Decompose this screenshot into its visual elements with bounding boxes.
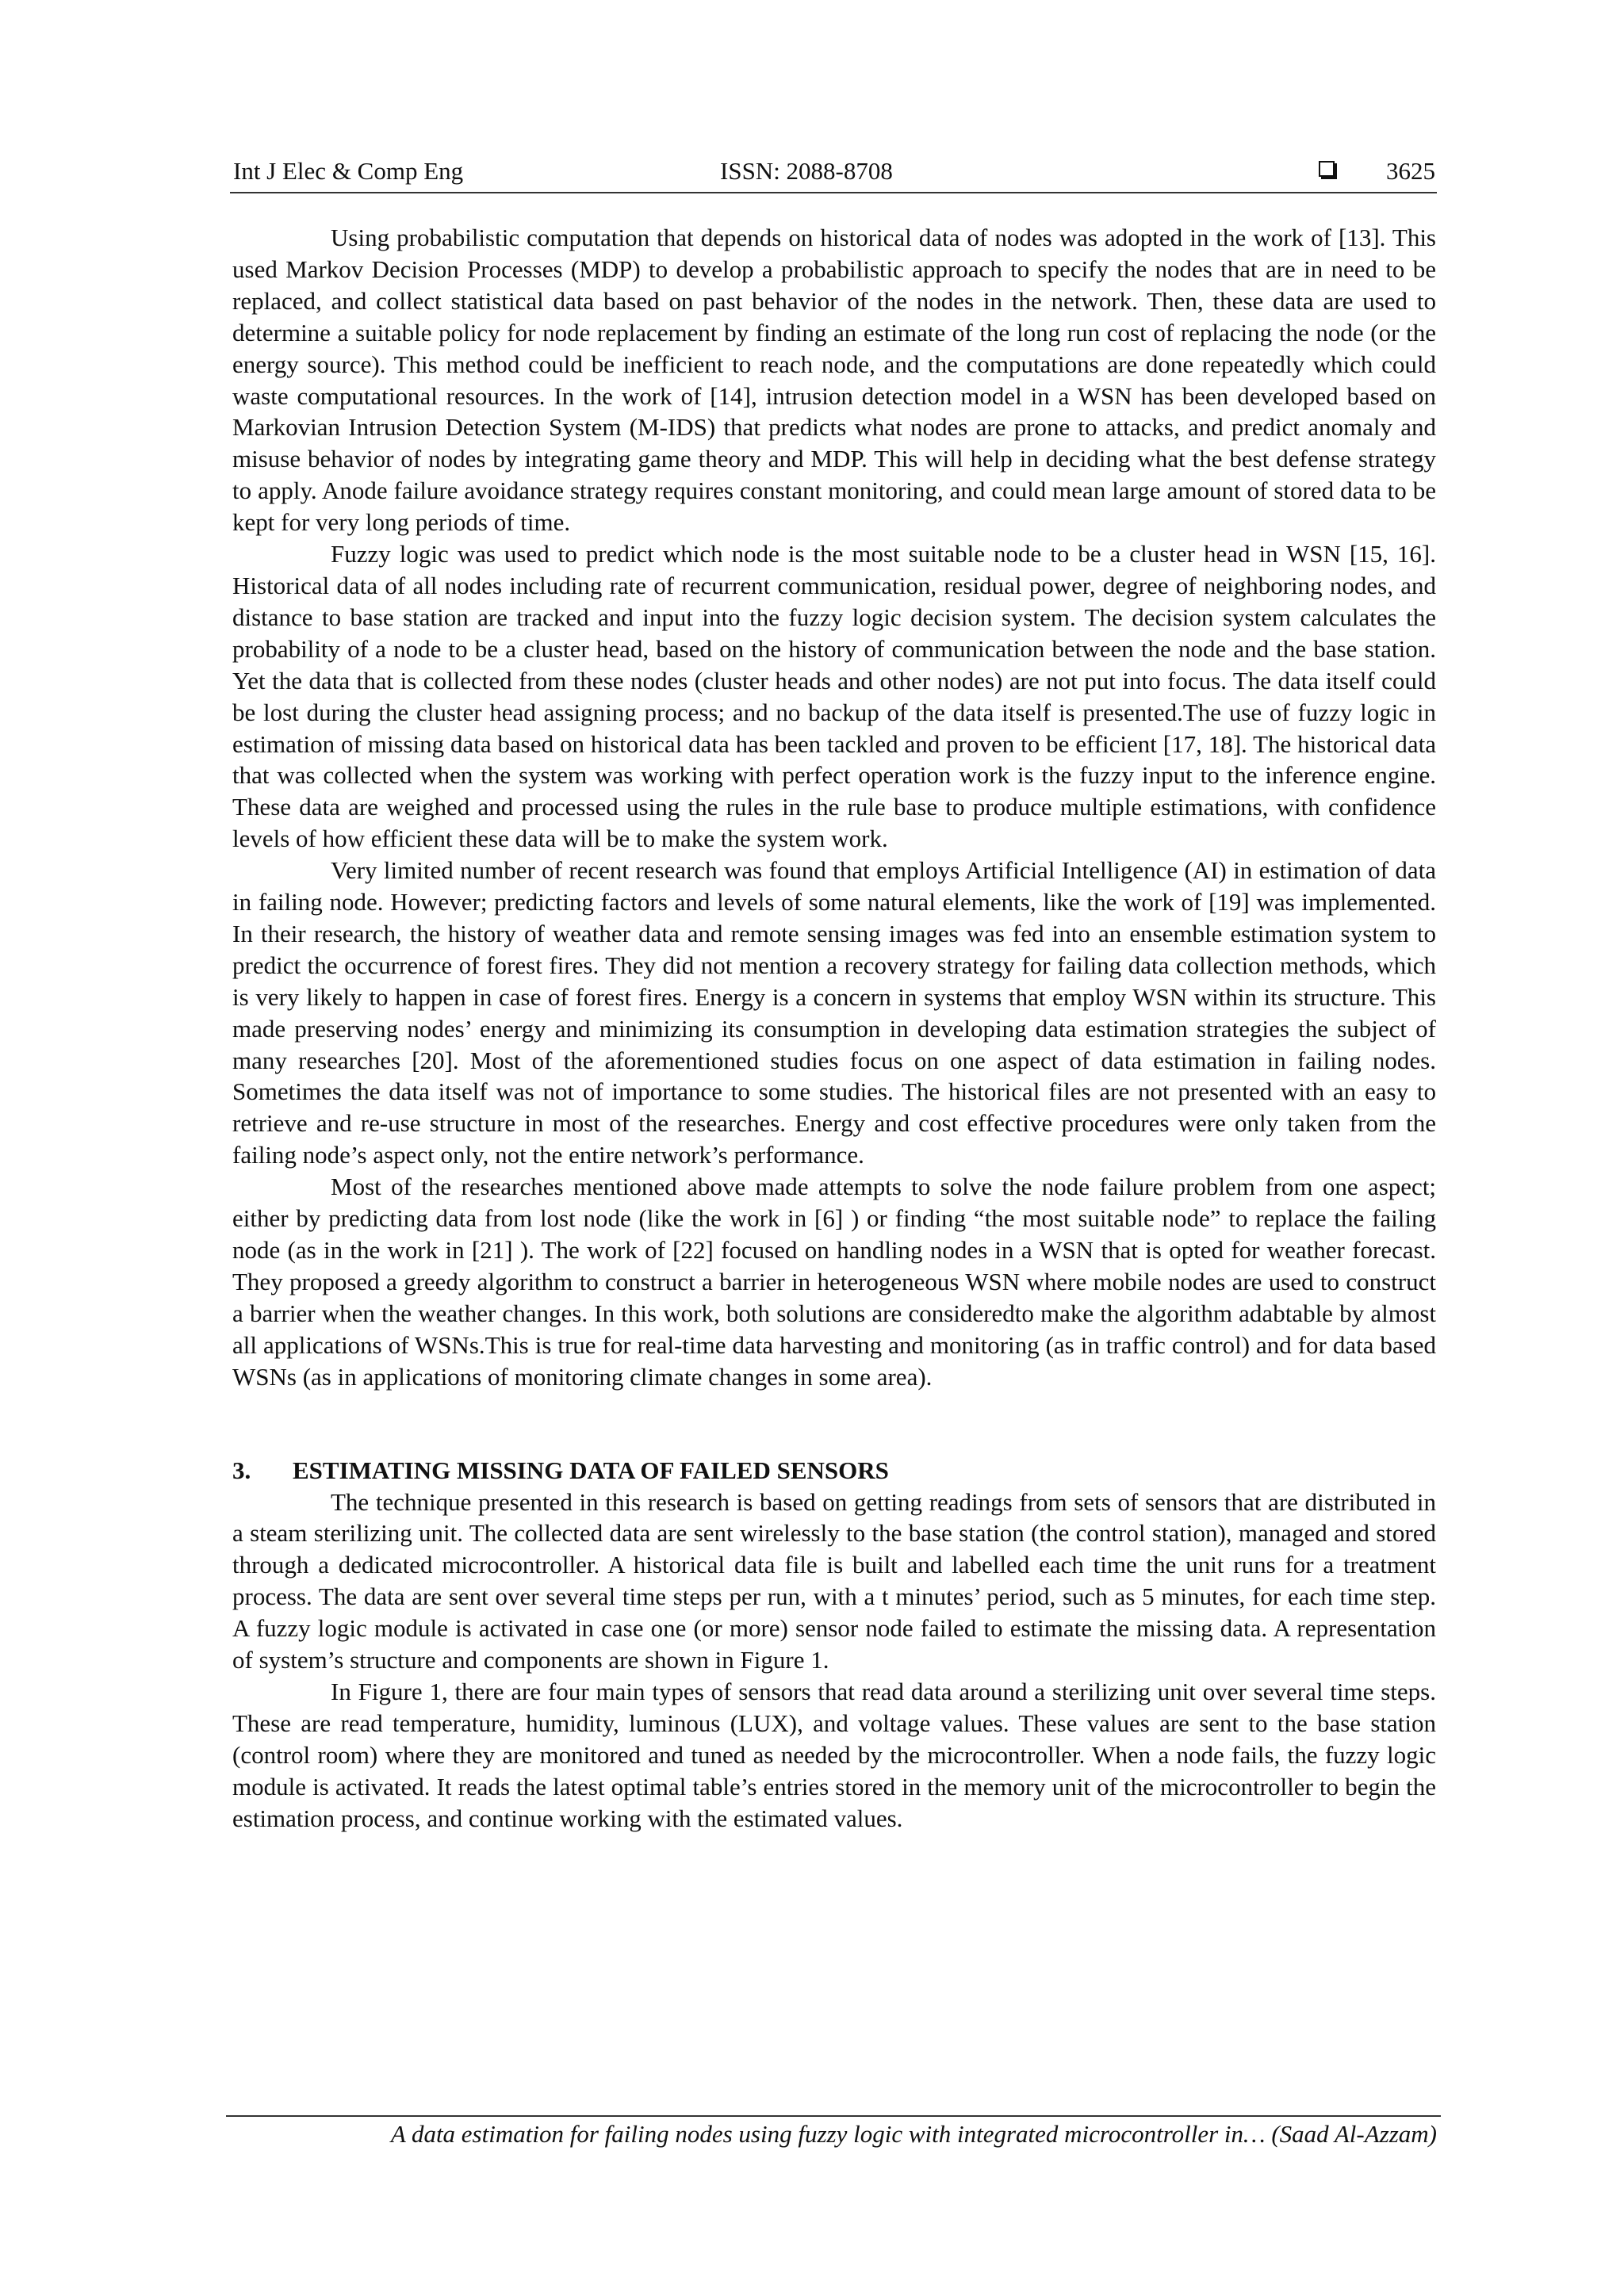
square-bullet-icon	[1319, 161, 1335, 177]
paragraph-ai-estimation: Very limited number of recent research was found that employs Artificial Intelligence (AI) in estimation of data in failing node. However; predicting factors and levels of some natural elements, like the work of [19] was implemented. In their research, the history of weather data and remote sensing images was fed into an ensemble estimation system to predict the occurrence of forest fires. They did not mention a recovery strategy for failing data collection methods, which is very likely to happen in case of forest fires. Energy is a concern in systems that employ WSN within its structure. This made preserving nodes’ energy and minimizing its consumption in developing data estimation strategies the subject of many researches [20]. Most of the aforementioned studies focus on one aspect of data estimation in failing nodes. Sometimes the data itself was not of importance to some studies. The historical files are not presented with an easy to retrieve and re-use structure in most of the researches. Energy and cost effective procedures were only taken from the failing node’s aspect only, not the entire network’s performance.	[232, 856, 1436, 1169]
paragraph-fuzzy-logic: Fuzzy logic was used to predict which node is the most suitable node to be a cluster head in WSN [15, 16]. Historical data of all nodes including rate of recurrent communication, residual power, degree of neighboring nodes, and distance to base station are tracked and input into the fuzzy logic decision system. The decision system calculates the probability of a node to be a cluster head, based on the history of communication between the node and the base station. Yet the data that is collected from these nodes (cluster heads and other nodes) are not put into focus. The data itself could be lost during the cluster head assigning process; and no backup of the data itself is presented.The use of fuzzy logic in estimation of missing data based on historical data has been tackled and proven to be efficient [17, 18]. The historical data that was collected when the system was working with perfect operation work is the fuzzy input to the inference engine. These data are weighed and processed using the rules in the rule base to produce multiple estimations, with confidence levels of how efficient these data will be to make the system work.	[232, 540, 1436, 853]
paragraph-figure-1: In Figure 1, there are four main types of sensors that read data around a sterilizing unit over several time steps. These are read temperature, humidity, luminous (LUX), and voltage values. These values are sent to the base station (control room) where they are monitored and tuned as needed by the microcontroller. When a node fails, the fuzzy logic module is activated. It reads the latest optimal table’s entries stored in the memory unit of the microcontroller to begin the estimation process, and continue working with the estimated values.	[232, 1677, 1436, 1832]
article-body	[232, 222, 1436, 1835]
section-title: ESTIMATING MISSING DATA OF FAILED SENSORS	[293, 1456, 889, 1484]
section-number: 3.	[232, 1456, 251, 1484]
page-header	[230, 154, 1437, 193]
running-footer: A data estimation for failing nodes using fuzzy logic with integrated microcontroller in… (Saad Al-Azzam)	[390, 2120, 1437, 2148]
paragraph-mdp: Using probabilistic computation that depends on historical data of nodes was adopted in the work of [13]. This used Markov Decision Processes (MDP) to develop a probabilistic approach to specify the nodes that are in need to be replaced, and collect statistical data based on past behavior of the nodes in the network. Then, these data are used to determine a suitable policy for node replacement by finding an estimate of the long run cost of replacing the node (or the energy source). This method could be inefficient to reach node, and the computations are done repeatedly which could waste computational resources. In the work of [14], intrusion detection model in a WSN has been developed based on Markovian Intrusion Detection System (M-IDS) that predicts what nodes are prone to attacks, and predict anomaly and misuse behavior of nodes by integrating game theory and MDP. This will help in deciding what the best defense strategy to apply. Anode failure avoidance strategy requires constant monitoring, and could mean large amount of stored data to be kept for very long periods of time.	[232, 224, 1436, 537]
issn-label: ISSN: 2088-8708	[720, 157, 893, 185]
paragraph-technique: The technique presented in this research is based on getting readings from sets of sensors that are distributed in a steam sterilizing unit. The collected data are sent wirelessly to the base station (the control station), managed and stored through a dedicated microcontroller. A historical data file is built and labelled each time the unit runs for a treatment process. The data are sent over several time steps per run, with a t minutes’ period, such as 5 minutes, for each time step. A fuzzy logic module is activated in case one (or more) sensor node failed to estimate the missing data. A representation of system’s structure and components are shown in Figure 1.	[232, 1487, 1436, 1674]
journal-name: Int J Elec & Comp Eng	[233, 157, 464, 185]
footer-divider	[226, 2115, 1441, 2117]
paragraph-node-failure: Most of the researches mentioned above made attempts to solve the node failure problem from one aspect; either by predicting data from lost node (like the work in [6] ) or finding “the most suitable node” to replace the failing node (as in the work in [21] ). The work of [22] focused on handling nodes in a WSN that is opted for weather forecast. They proposed a greedy algorithm to construct a barrier in heterogeneous WSN where mobile nodes are used to construct a barrier when the weather changes. In this work, both solutions are consideredto make the algorithm adabtable by almost all applications of WSNs.This is true for real-time data harvesting and monitoring (as in traffic control) and for data based WSNs (as in applications of monitoring climate changes in some area).	[232, 1173, 1436, 1391]
section-heading	[232, 1455, 1436, 1487]
page-number: 3625	[1386, 157, 1435, 185]
